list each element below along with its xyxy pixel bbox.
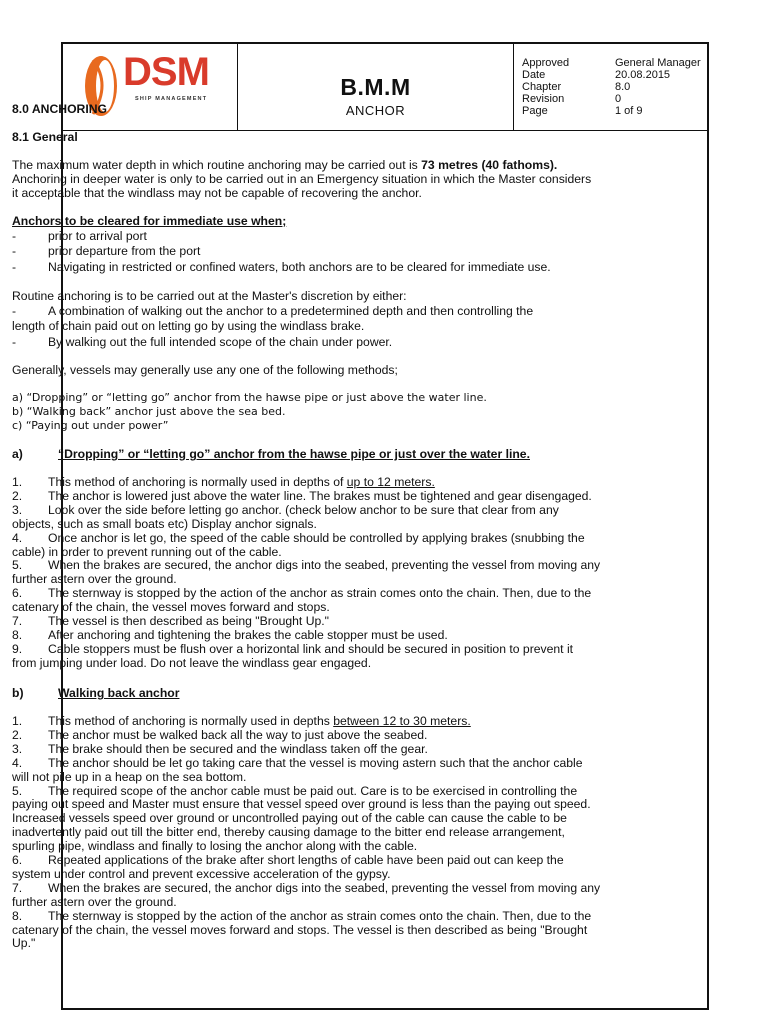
item-text: This method of anchoring is normally used in depths of: [48, 475, 347, 489]
numbered-item-continuation: [12, 572, 177, 586]
numbered-item-continuation: [12, 545, 282, 559]
section-heading: 8.1 General: [12, 130, 78, 144]
item-text: When the brakes are secured, the anchor digs into the seabed, preventing the vessel from moving any: [48, 558, 601, 573]
chapter-heading: 8.0 ANCHORING: [12, 102, 108, 116]
item-text: system under control and prevent excessive acceleration of the gypsy.: [12, 866, 391, 881]
numbered-item: [12, 909, 591, 923]
item-text: The sternway is stopped by the action of the anchor as strain comes onto the chain. Then, due to the: [48, 908, 592, 923]
numbered-item-continuation: [12, 923, 587, 937]
intro-paragraph-line-1: [12, 158, 557, 172]
numbered-item: [12, 756, 583, 770]
item-text: from jumping under load. Do not leave the windlass gear engaged.: [12, 655, 372, 670]
item-text: Up.": [12, 936, 36, 951]
item-text: Once anchor is let go, the speed of the cable should be controlled by applying brakes (snubbing the: [48, 530, 585, 545]
item-text: The brake should then be secured and the windlass taken off the gear.: [48, 741, 428, 756]
numbered-item: [12, 742, 428, 756]
numbered-item: [12, 881, 600, 895]
item-text: objects, such as small boats etc) Display anchor signals.: [12, 516, 317, 531]
numbered-item: [12, 853, 564, 867]
meta-value-chapter: 8.0: [615, 81, 631, 93]
document-title: B.M.M: [340, 74, 411, 100]
meta-label-chapter: Chapter: [522, 81, 562, 93]
item-text: spurling pipe, windlass and finally to losing the anchor along with the cable.: [12, 839, 418, 854]
item-text: The vessel is then described as being "Brought Up.": [48, 614, 329, 628]
routine-intro: Routine anchoring is to be carried out at the Master's discretion by either:: [12, 289, 407, 303]
item-number: 8.: [12, 908, 23, 923]
meta-value-approved: General Manager: [615, 57, 701, 69]
numbered-item: [12, 628, 448, 642]
item-number: 4.: [12, 530, 23, 545]
item-text: catenary of the chain, the vessel moves forward and stops. The vessel is then described as being "Brought: [12, 922, 588, 937]
item-text: Repeated applications of the brake after short lengths of cable have been paid out can keep the: [48, 853, 564, 867]
list-item-text: prior departure from the port: [48, 244, 201, 258]
item-number: 6.: [12, 586, 23, 601]
section-b-title: Walking back anchor: [58, 686, 180, 700]
numbered-item: [12, 531, 585, 545]
section-a-label: a): [12, 447, 23, 461]
meta-value-page: 1 of 9: [615, 105, 643, 117]
intro-paragraph-line-2: Anchoring in deeper water is only to be carried out in an Emergency situation in which the Master considers: [12, 172, 592, 186]
item-text: Look over the side before letting go anchor. (check below anchor to be sure that clear from any: [48, 502, 559, 517]
item-number: 8.: [12, 627, 23, 642]
list-item: - A combination of walking out the anchor to a predetermined depth and then controlling the: [12, 304, 534, 318]
item-text: further astern over the ground.: [12, 894, 177, 909]
meta-label-date: Date: [522, 69, 546, 81]
item-number: 5.: [12, 783, 23, 798]
list-item: - Navigating in restricted or confined waters, both anchors are to be cleared for immediate use.: [12, 260, 551, 274]
title-cell: [238, 44, 514, 130]
item-text: cable) in order to prevent running out of the cable.: [12, 544, 282, 559]
list-item: - prior departure from the port: [12, 244, 201, 258]
meta-label-revision: Revision: [522, 93, 565, 105]
meta-cell: [514, 44, 707, 130]
section-a-title: “Dropping” or “letting go” anchor from the hawse pipe or just over the water line.: [58, 447, 530, 461]
item-number: 9.: [12, 641, 23, 656]
logo-cell: [63, 44, 238, 130]
numbered-item: [12, 503, 559, 517]
document-subtitle: ANCHOR: [345, 103, 406, 118]
numbered-item-continuation: [12, 811, 567, 825]
numbered-item: [12, 614, 329, 628]
numbered-item-continuation: [12, 656, 371, 670]
item-number: 6.: [12, 853, 23, 867]
logo-wordmark: DSM: [123, 50, 209, 94]
item-number: 5.: [12, 558, 23, 573]
numbered-item-continuation: [12, 517, 317, 531]
meta-value-date: 20.08.2015: [615, 69, 671, 81]
item-text: will not pile up in a heap on the sea bottom.: [12, 769, 247, 784]
item-text: catenary of the chain, the vessel moves forward and stops.: [12, 600, 330, 615]
item-text: The anchor should be let go taking care that the vessel is moving astern such that the anchor cable: [48, 755, 583, 770]
intro-text: The maximum water depth in which routine anchoring may be carried out is: [12, 158, 422, 172]
list-item: - prior to arrival port: [12, 229, 147, 243]
section-b-label: b): [12, 686, 24, 700]
document-header: [63, 44, 707, 131]
item-text: The anchor is lowered just above the water line. The brakes must be tightened and gear disengaged.: [48, 488, 592, 503]
methods-intro: Generally, vessels may generally use any one of the following methods;: [12, 363, 398, 377]
item-number: 1.: [12, 714, 23, 728]
item-text: After anchoring and tightening the brakes the cable stopper must be used.: [48, 627, 448, 642]
meta-label-approved: Approved: [522, 57, 570, 69]
list-item-text: Navigating in restricted or confined waters, both anchors are to be cleared for immediate use.: [48, 260, 551, 274]
logo-subtext: SHIP MANAGEMENT: [135, 96, 208, 102]
numbered-item-continuation: [12, 895, 177, 909]
numbered-item-continuation: [12, 797, 591, 811]
item-underlined-text: up to 12 meters.: [346, 475, 435, 489]
numbered-item-continuation: [12, 839, 417, 853]
item-text: This method of anchoring is normally used in depths: [48, 714, 334, 728]
list-item: - By walking out the full intended scope of the chain under power.: [12, 335, 393, 349]
item-number: 3.: [12, 741, 23, 756]
item-number: 3.: [12, 502, 23, 517]
numbered-item-continuation: [12, 770, 246, 784]
item-text: further astern over the ground.: [12, 572, 177, 587]
item-underlined-text: between 12 to 30 meters.: [333, 714, 471, 728]
meta-value-revision: 0: [615, 93, 622, 105]
numbered-item: [12, 489, 592, 503]
item-number: 2.: [12, 727, 23, 742]
item-text: Increased vessels speed over ground or uncontrolled paying out of the cable can cause the cable to be: [12, 811, 567, 826]
item-text: The anchor must be walked back all the way to just above the seabed.: [48, 727, 428, 742]
list-item-text: prior to arrival port: [48, 229, 147, 243]
item-number: 1.: [12, 475, 23, 489]
item-text: The sternway is stopped by the action of the anchor as strain comes onto the chain. Then, due to the: [48, 586, 592, 601]
item-text: inadvertently paid out till the bitter end, thereby causing damage to the bitter end release arrangement,: [12, 825, 565, 840]
list-item-text: By walking out the full intended scope of the chain under power.: [48, 335, 393, 349]
section-a-heading: [12, 447, 530, 461]
numbered-item-continuation: [12, 600, 330, 614]
item-text: paying out speed and Master must ensure that vessel speed over ground is less than the paying out speed.: [12, 797, 591, 812]
max-depth-value: 73 metres (40 fathoms).: [421, 158, 558, 172]
numbered-item: [12, 728, 427, 742]
numbered-item-continuation: [12, 825, 565, 839]
clear-anchors-heading: Anchors to be cleared for immediate use when;: [12, 214, 287, 228]
method-c: c) “Paying out under power”: [12, 419, 169, 432]
numbered-item-continuation: [12, 867, 390, 881]
method-b: b) “Walking back” anchor just above the sea bed.: [12, 405, 286, 418]
item-text: Cable stoppers must be flush over a horizontal link and should be secured in position to prevent it: [48, 641, 574, 656]
item-number: 7.: [12, 880, 23, 895]
numbered-item: [12, 784, 577, 798]
numbered-item: [12, 558, 600, 572]
numbered-item-continuation: [12, 936, 35, 950]
list-item-continuation: length of chain paid out on letting go by using the windlass brake.: [12, 319, 365, 333]
intro-paragraph-line-3: it acceptable that the windlass may not be capable of recovering the anchor.: [12, 186, 422, 200]
item-text: The required scope of the anchor cable must be paid out. Care is to be exercised in controlling the: [48, 783, 578, 798]
list-item-text: A combination of walking out the anchor to a predetermined depth and then controlling the: [48, 304, 534, 318]
item-number: 2.: [12, 488, 23, 503]
section-b-heading: [12, 686, 179, 700]
numbered-item: [12, 714, 471, 728]
numbered-item: [12, 475, 435, 489]
numbered-item: [12, 642, 573, 656]
item-number: 7.: [12, 614, 23, 628]
item-number: 4.: [12, 755, 23, 770]
item-text: When the brakes are secured, the anchor digs into the seabed, preventing the vessel from moving any: [48, 880, 601, 895]
meta-label-page: Page: [522, 105, 548, 117]
method-a: a) “Dropping” or “letting go” anchor from the hawse pipe or just above the water line.: [12, 391, 487, 404]
numbered-item: [12, 586, 591, 600]
